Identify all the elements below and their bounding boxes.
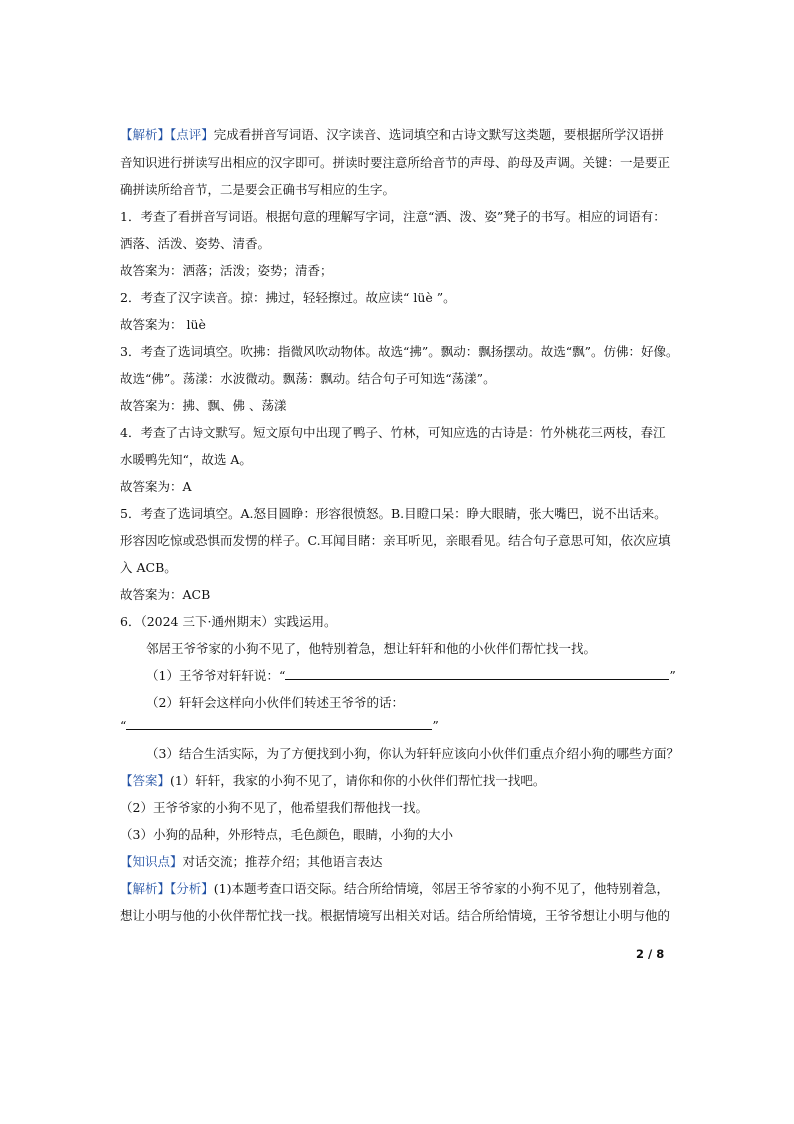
sub-1-prefix: （1）王爷爷对轩轩说：“ — [146, 668, 286, 683]
item-5-line-3: 入 ACB。 — [120, 560, 177, 575]
answer-line-1 — [120, 772, 545, 790]
item-2-answer: 故答案为： lüè — [120, 317, 206, 332]
question-6-sub-3: （3）结合生活实际，为了方便找到小狗，你认为轩轩应该向小伙伴们重点介绍小狗的哪些方面？ — [146, 746, 679, 761]
sub-1-suffix: ” — [669, 668, 676, 683]
knowledge-point-tag: 【知识点】 — [120, 854, 183, 869]
item-5-line-2: 形容因吃惊或恐惧而发愣的样子。C.耳闻目睹：亲耳听见，亲眼看见。结合句子意思可知，依次应填 — [120, 533, 671, 548]
sub-2-open-quote: “ — [120, 718, 127, 733]
sub-2-answer-blank — [126, 717, 432, 730]
item-4-line-2: 水暖鸭先知“，故选 A。 — [120, 452, 252, 467]
analysis-6-line-1 — [120, 880, 669, 898]
item-1-line-2: 洒落、活泼、姿势、清香。 — [120, 236, 271, 251]
answer-text-1: (1）轩轩，我家的小狗不见了，请你和你的小伙伴们帮忙找一找吧。 — [170, 773, 546, 788]
item-3-line-2: 故选“佛”。荡漾：水波微动。飘荡：飘动。结合句子可知选“荡漾”。 — [120, 371, 496, 386]
page-number: 2 / 8 — [636, 947, 665, 961]
item-3-answer: 故答案为：拂、飘、佛 、荡漾 — [120, 398, 287, 413]
sub-2-close-quote: ” — [432, 718, 439, 733]
question-6-sub-2-blank-line — [120, 717, 439, 735]
item-1-answer: 故答案为：洒落；活泼；姿势；清香； — [120, 263, 333, 278]
item-1-line-1: 1．考查了看拼音写词语。根据句意的理解写字词，注意“洒、泼、姿”凳子的书写。相应的词语有： — [120, 209, 666, 224]
answer-line-2: （2）王爷爷家的小狗不见了，他希望我们帮他找一找。 — [120, 800, 428, 815]
analysis-6-sub-tag: 【分析】 — [170, 881, 214, 896]
review-tag: 【点评】 — [170, 127, 214, 142]
item-4-answer: 故答案为：A — [120, 479, 192, 494]
analysis-line-2: 音知识进行拼读写出相应的汉字即可。拼读时要注意所给音节的声母、韵母及声调。关键：一是要正 — [120, 155, 671, 170]
analysis-tag: 【解析】 — [120, 127, 171, 142]
item-4-line-1: 4．考查了古诗文默写。短文原句中出现了鸭子、竹林，可知应选的古诗是：竹外桃花三两枝，春江 — [120, 425, 666, 440]
item-5-answer: 故答案为：ACB — [120, 587, 211, 602]
analysis-6-line-2: 想让小明与他的小伙伴帮忙找一找。根据情境写出相关对话。结合所给情境，王爷爷想让小明与他的 — [120, 908, 671, 923]
question-6-intro: 邻居王爷爷家的小狗不见了，他特别着急，想让轩轩和他的小伙伴们帮忙找一找。 — [146, 641, 597, 656]
question-6-sub-1 — [146, 667, 676, 685]
analysis-line-3: 确拼读所给音节，二是要会正确书写相应的生字。 — [120, 182, 396, 197]
analysis-text: 完成看拼音写词语、汉字读音、选词填空和古诗文默写这类题，要根据所学汉语拼 — [213, 127, 664, 142]
answer-tag: 【答案】 — [120, 773, 171, 788]
sub-1-answer-blank — [285, 667, 669, 680]
knowledge-point-line — [120, 853, 383, 871]
item-3-line-1: 3．考查了选词填空。吹拂：指微风吹动物体。故选“拂”。飘动：飘扬摆动。故选“飘”。仿佛：好像。 — [120, 344, 679, 359]
item-5-line-1: 5．考查了选词填空。A.怒目圆睁：形容很愤怒。B.目瞪口呆：睁大眼睛，张大嘴巴，说不出话来。 — [120, 506, 667, 521]
answer-line-3: （3）小狗的品种，外形特点，毛色颜色，眼睛，小狗的大小 — [120, 827, 453, 842]
analysis-6-tag: 【解析】 — [120, 881, 171, 896]
analysis-6-text: (1)本题考查口语交际。结合所给情境，邻居王爷爷家的小狗不见了，他特别着急， — [213, 881, 669, 896]
item-2-line-1: 2．考查了汉字读音。掠：拂过，轻轻擦过。故应读“ lüè ”。 — [120, 290, 456, 305]
analysis-line-1 — [120, 126, 664, 144]
knowledge-point-text: 对话交流；推荐介绍；其他语言表达 — [182, 854, 383, 869]
question-6-sub-2: （2）轩轩会这样向小伙伴们转述王爷爷的话： — [146, 695, 404, 710]
question-6-header: 6．（2024 三下·通州期末）实践运用。 — [120, 614, 337, 629]
